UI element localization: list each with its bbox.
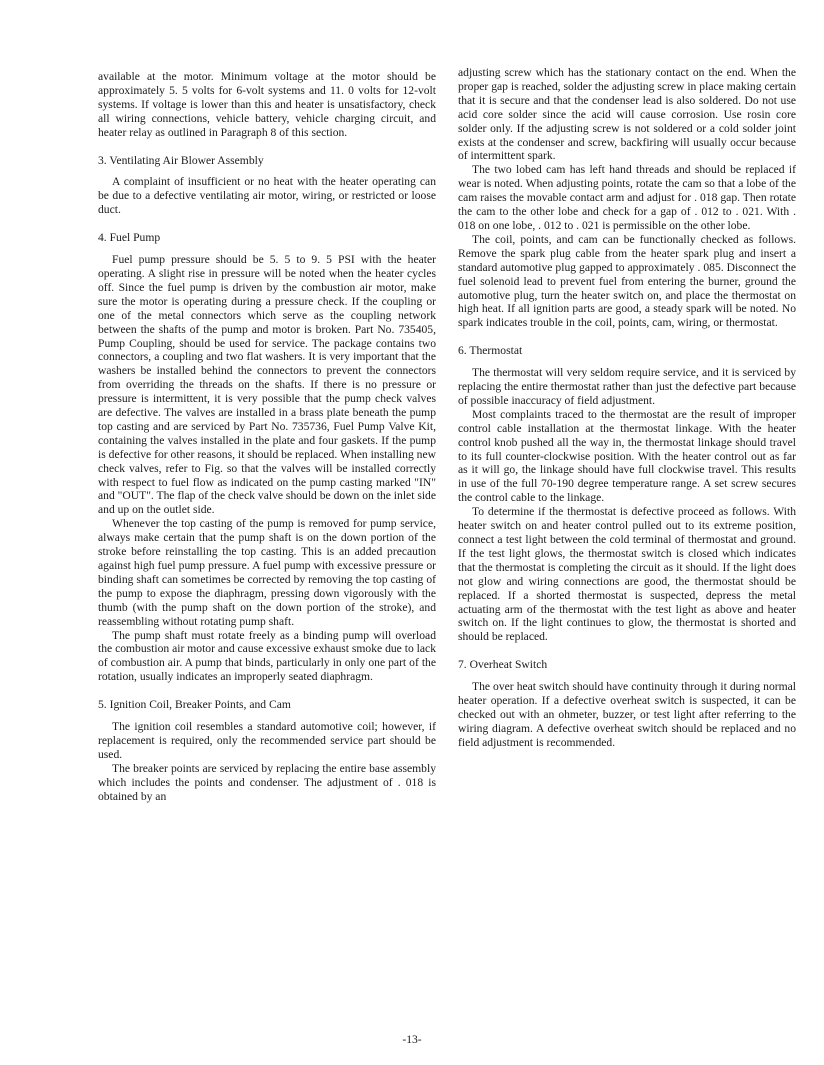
section-heading: 7. Overheat Switch bbox=[458, 658, 548, 672]
paragraph: A complaint of insufficient or no heat with the heater operating can be due to a defective ventilating air motor, wiring, or restricted or loose duct. bbox=[98, 175, 436, 217]
paragraph: The over heat switch should have continuity through it during normal heater operation. If a defective overheat switch is suspected, it can be checked out with an ohmeter, buzzer, or test light after referring to the wiring diagram. A defective overheat switch should be replaced and no field adjustment is recommended. bbox=[458, 680, 796, 749]
paragraph: available at the motor. Minimum voltage at the motor should be approximately 5. 5 volts for 6-volt systems and 11. 0 volts for 12-volt systems. If voltage is lower than this and heater is unsatisfactory, check all wiring connections, vehicle battery, vehicle charging circuit, and heater relay as outlined in Paragraph 8 of this section. bbox=[98, 70, 436, 139]
section-heading: 6. Thermostat bbox=[458, 344, 523, 358]
right-column bbox=[458, 66, 796, 750]
paragraph: The breaker points are serviced by replacing the entire base assembly which includes the points and condenser. The adjustment of . 018 is obtained by an bbox=[98, 761, 436, 803]
section-heading: 4. Fuel Pump bbox=[98, 231, 161, 245]
paragraph: Whenever the top casting of the pump is removed for pump service, always make certain that the pump shaft is on the down portion of the stroke before reinstalling the top casting. This is an added precaution against high fuel pump pressure. A fuel pump with excessive pressure or binding shaft can sometimes be corrected by removing the top casting of the pump to expose the diaphragm, pressing down vigorously with the thumb (with the pump shaft on the down portion of the stroke), and reassembling without rotating pump shaft. bbox=[98, 517, 436, 628]
page-number: -13- bbox=[402, 1033, 422, 1046]
paragraph: Fuel pump pressure should be 5. 5 to 9. 5 PSI with the heater operating. A slight rise in pressure will be noted when the heater cycles off. Since the fuel pump is driven by the combustion air motor, make sure the motor is operating during a pressure check. If the coupling or one of the metal connectors which serve as the coupling network between the shafts of the pump and motor is broken. Part No. 735405, Pump Coupling, should be used for service. The package contains two connectors, a coupling and two flat washers. It is very important that the washers be installed behind the connectors to prevent the connectors from overriding the threads on the shafts. If there is no pressure or pressure is intermittent, it is very possible that the pump check valves are defective. The valves are installed in a brass plate beneath the pump top casting and are serviced by Part No. 735736, Fuel Pump Valve Kit, containing the valves installed in the plate and four gaskets. If the pump is defective for other reasons, it should be replaced. When installing new check valves, refer to Fig. so that the valves will be installed correctly with respect to fuel flow as indicated on the pump casting marked "IN" and "OUT". The flap of the check valve should be down on the inlet side and up on the outlet side. bbox=[98, 253, 436, 517]
section-heading: 3. Ventilating Air Blower Assembly bbox=[98, 153, 264, 167]
paragraph: Most complaints traced to the thermostat are the result of improper control cable installation at the thermostat linkage. With the heater control knob pushed all the way in, the thermostat linkage should travel to its full counter-clockwise position. With the heater control out as far as it will go, the linkage should have full clockwise travel. This results in use of the full 70-190 degree temperature range. A set screw secures the control cable to the linkage. bbox=[458, 407, 796, 505]
paragraph: To determine if the thermostat is defective proceed as follows. With heater switch on and heater control pulled out to its extreme position, connect a test light between the cold terminal of thermostat and ground. If the test light glows, the thermostat switch is closed which indicates that the thermostat is completing the circuit as it should. If the light does not glow and wiring connections are good, the thermostat should be replaced. If a shorted thermostat is suspected, depress the metal actuating arm of the thermostat with the test light as above and heater switch on. If the light continues to glow, the thermostat is shorted and should be replaced. bbox=[458, 505, 796, 644]
paragraph: The coil, points, and cam can be functionally checked as follows. Remove the spark plug cable from the heater spark plug and insert a standard automotive plug gapped to approximately . 085. Disconnect the fuel solenoid lead to prevent fuel from entering the burner, ground the automotive plug, turn the heater switch on, and place the thermostat on high heat. If all ignition parts are good, a steady spark will be noted. No spark indicates trouble in the coil, points, cam, wiring, or thermostat. bbox=[458, 232, 796, 330]
paragraph: The two lobed cam has left hand threads and should be replaced if wear is noted. When adjusting points, rotate the cam so that a lobe of the cam raises the movable contact arm and adjust for . 018 gap. Then rotate the cam to the other lobe and check for a gap of . 012 to . 021. With . 018 on one lobe, . 012 to . 021 is permissible on the other lobe. bbox=[458, 163, 796, 232]
paragraph: The thermostat will very seldom require service, and it is serviced by replacing the entire thermostat rather than just the defective part because of possible inaccuracy of field adjustment. bbox=[458, 366, 796, 407]
paragraph: The ignition coil resembles a standard automotive coil; however, if replacement is required, only the recommended service part should be used. bbox=[98, 720, 436, 761]
paragraph: adjusting screw which has the stationary contact on the end. When the proper gap is reached, solder the adjusting screw in place making certain that it is secure and that the condenser lead is also soldered. Do not use acid core solder since the acid will cause corrosion. Use rosin core solder only. If the adjusting screw is not soldered or a cold solder joint exists at the condenser and screw, backfiring will usually occur because of intermittent spark. bbox=[458, 66, 796, 163]
left-column bbox=[98, 70, 436, 804]
section-heading: 5. Ignition Coil, Breaker Points, and Cam bbox=[98, 698, 291, 712]
paragraph: The pump shaft must rotate freely as a binding pump will overload the combustion air motor and cause excessive exhaust smoke due to lack of combustion air. A pump that binds, particularly in only one part of the rotation, usually indicates an improperly seated diaphragm. bbox=[98, 628, 436, 684]
